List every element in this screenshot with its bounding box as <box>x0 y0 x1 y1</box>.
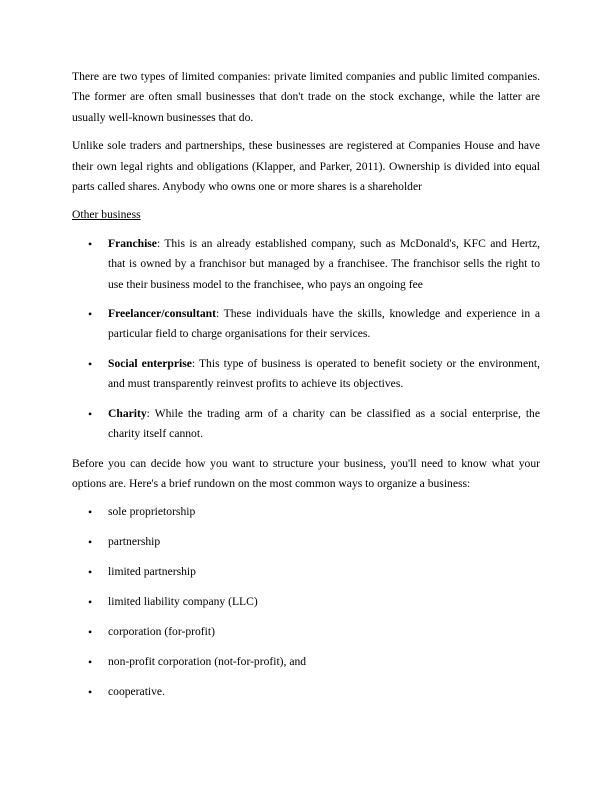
paragraph-registration: Unlike sole traders and partnerships, these businesses are registered at Companies House and have their own legal rights and obligations (Klapper, and Parker, 2011). Ownership is divided into equal parts called shares. Anybody who owns one or more shares is a shareholder <box>72 139 540 194</box>
structure-label: limited partnership <box>108 565 196 579</box>
other-business-heading: Other business <box>72 208 141 222</box>
list-item-structure <box>72 532 540 552</box>
list-item-charity <box>72 404 540 445</box>
description-freelancer: : These individuals have the skills, knowledge and experience in a particular field to charge organisations for their services. <box>108 307 540 341</box>
bullet-icon: • <box>88 406 93 421</box>
term-freelancer: Freelancer/consultant <box>108 307 216 321</box>
bullet-icon: • <box>88 505 93 520</box>
bullet-icon: • <box>88 307 93 322</box>
structure-label: cooperative. <box>108 684 165 698</box>
other-business-list <box>72 234 540 445</box>
list-item-structure <box>72 682 540 702</box>
bullet-icon: • <box>88 356 93 371</box>
structure-label: partnership <box>108 535 161 549</box>
term-charity: Charity <box>108 406 147 420</box>
list-item-franchise <box>72 234 540 295</box>
list-item-freelancer <box>72 304 540 345</box>
list-item-structure <box>72 562 540 582</box>
list-item-structure <box>72 622 540 642</box>
bullet-icon: • <box>88 654 93 669</box>
term-social-enterprise: Social enterprise <box>108 356 192 370</box>
bullet-icon: • <box>88 565 93 580</box>
bullet-icon: • <box>88 236 93 251</box>
bullet-icon: • <box>88 624 93 639</box>
bullet-icon: • <box>88 595 93 610</box>
list-item-social-enterprise <box>72 354 540 395</box>
description-franchise: : This is an already established company, such as McDonald's, KFC and Hertz, that is owned by a franchisor but managed by a franchisee. The franchisor sells the right to use their business model to the franchisee, who pays an ongoing fee <box>108 236 540 291</box>
paragraph-business-structure-intro: Before you can decide how you want to structure your business, you'll need to know what your options are. Here's a brief rundown on the most common ways to organize a business: <box>72 456 540 490</box>
bullet-icon: • <box>88 535 93 550</box>
term-franchise: Franchise <box>108 236 157 250</box>
structure-label: sole proprietorship <box>108 505 196 519</box>
paragraph-limited-companies: There are two types of limited companies: private limited companies and public limited companies. The former are often small businesses that don't trade on the stock exchange, while the latter are usually well-known businesses that do. <box>72 70 540 124</box>
list-item-structure <box>72 502 540 522</box>
description-charity: : While the trading arm of a charity can be classified as a social enterprise, the charity itself cannot. <box>108 406 540 441</box>
bullet-icon: • <box>88 684 93 699</box>
structure-label: non-profit corporation (not-for-profit), and <box>108 654 307 668</box>
business-structures-list <box>72 502 540 702</box>
list-item-structure <box>72 652 540 672</box>
description-social-enterprise: : This type of business is operated to benefit society or the environment, and must transparently reinvest profits to achieve its objectives. <box>108 356 541 391</box>
list-item-structure <box>72 592 540 612</box>
document-page <box>72 67 540 712</box>
structure-label: corporation (for-profit) <box>108 624 215 638</box>
structure-label: limited liability company (LLC) <box>108 595 258 609</box>
